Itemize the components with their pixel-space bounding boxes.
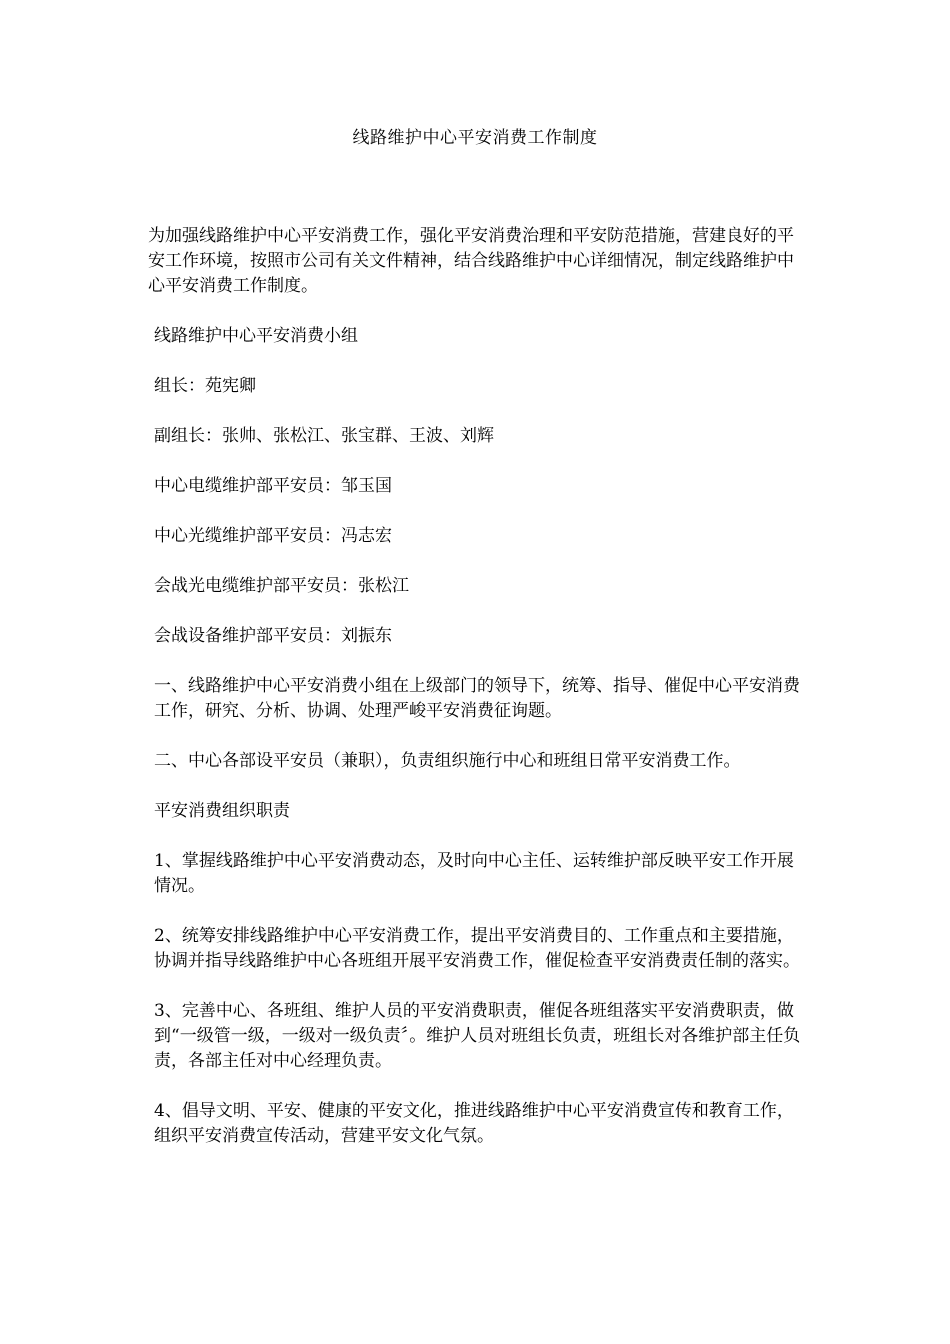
responsibility-item-2: 2、统筹安排线路维护中心平安消费工作，提出平安消费目的、工作重点和主要措施，协调并指导线路维护中心各班组开展平安消费工作，催促检查平安消费责任制的落实。 (154, 926, 800, 971)
cable-dept-safety-officer-line: 中心电缆维护部平安员：邹玉国 (154, 476, 392, 496)
section-heading-responsibilities: 平安消费组织职责 (154, 801, 290, 821)
document-body (148, 224, 808, 1174)
responsibility-item-4: 4、倡导文明、平安、健康的平安文化，推进线路维护中心平安消费宣传和教育工作，组织平安消费宣传活动，营建平安文化气氛。 (154, 1101, 794, 1146)
optical-cable-dept-safety-officer-line: 中心光缆维护部平安员：冯志宏 (154, 526, 392, 546)
document-title: 线路维护中心平安消费工作制度 (352, 128, 598, 148)
joint-equipment-dept-safety-officer-line: 会战设备维护部平安员：刘振东 (154, 626, 392, 646)
joint-cable-dept-safety-officer-line: 会战光电缆维护部平安员：张松江 (154, 576, 409, 596)
intro-paragraph: 为加强线路维护中心平安消费工作，强化平安消费治理和平安防范措施，营建良好的平安工作环境，按照市公司有关文件精神，结合线路维护中心详细情况，制定线路维护中心平安消费工作制度。 (148, 226, 794, 296)
deputy-leaders-line: 副组长：张帅、张松江、张宝群、王波、刘辉 (154, 426, 494, 446)
group-leader-line: 组长：苑宪卿 (154, 376, 256, 396)
section-heading-safety-group: 线路维护中心平安消费小组 (154, 326, 358, 346)
responsibility-item-3: 3、完善中心、各班组、维护人员的平安消费职责，催促各班组落实平安消费职责，做到“一级管一级，一级对一级负责〞。维护人员对班组长负责，班组长对各维护部主任负责，各部主任对中心经理负责。 (154, 1001, 801, 1071)
clause-one-paragraph: 一、线路维护中心平安消费小组在上级部门的领导下，统筹、指导、催促中心平安消费工作，研究、分析、协调、处理严峻平安消费征询题。 (154, 676, 800, 721)
clause-two-paragraph: 二、中心各部设平安员（兼职），负责组织施行中心和班组日常平安消费工作。 (154, 751, 741, 771)
responsibility-item-1: 1、掌握线路维护中心平安消费动态，及时向中心主任、运转维护部反映平安工作开展情况。 (154, 851, 794, 896)
